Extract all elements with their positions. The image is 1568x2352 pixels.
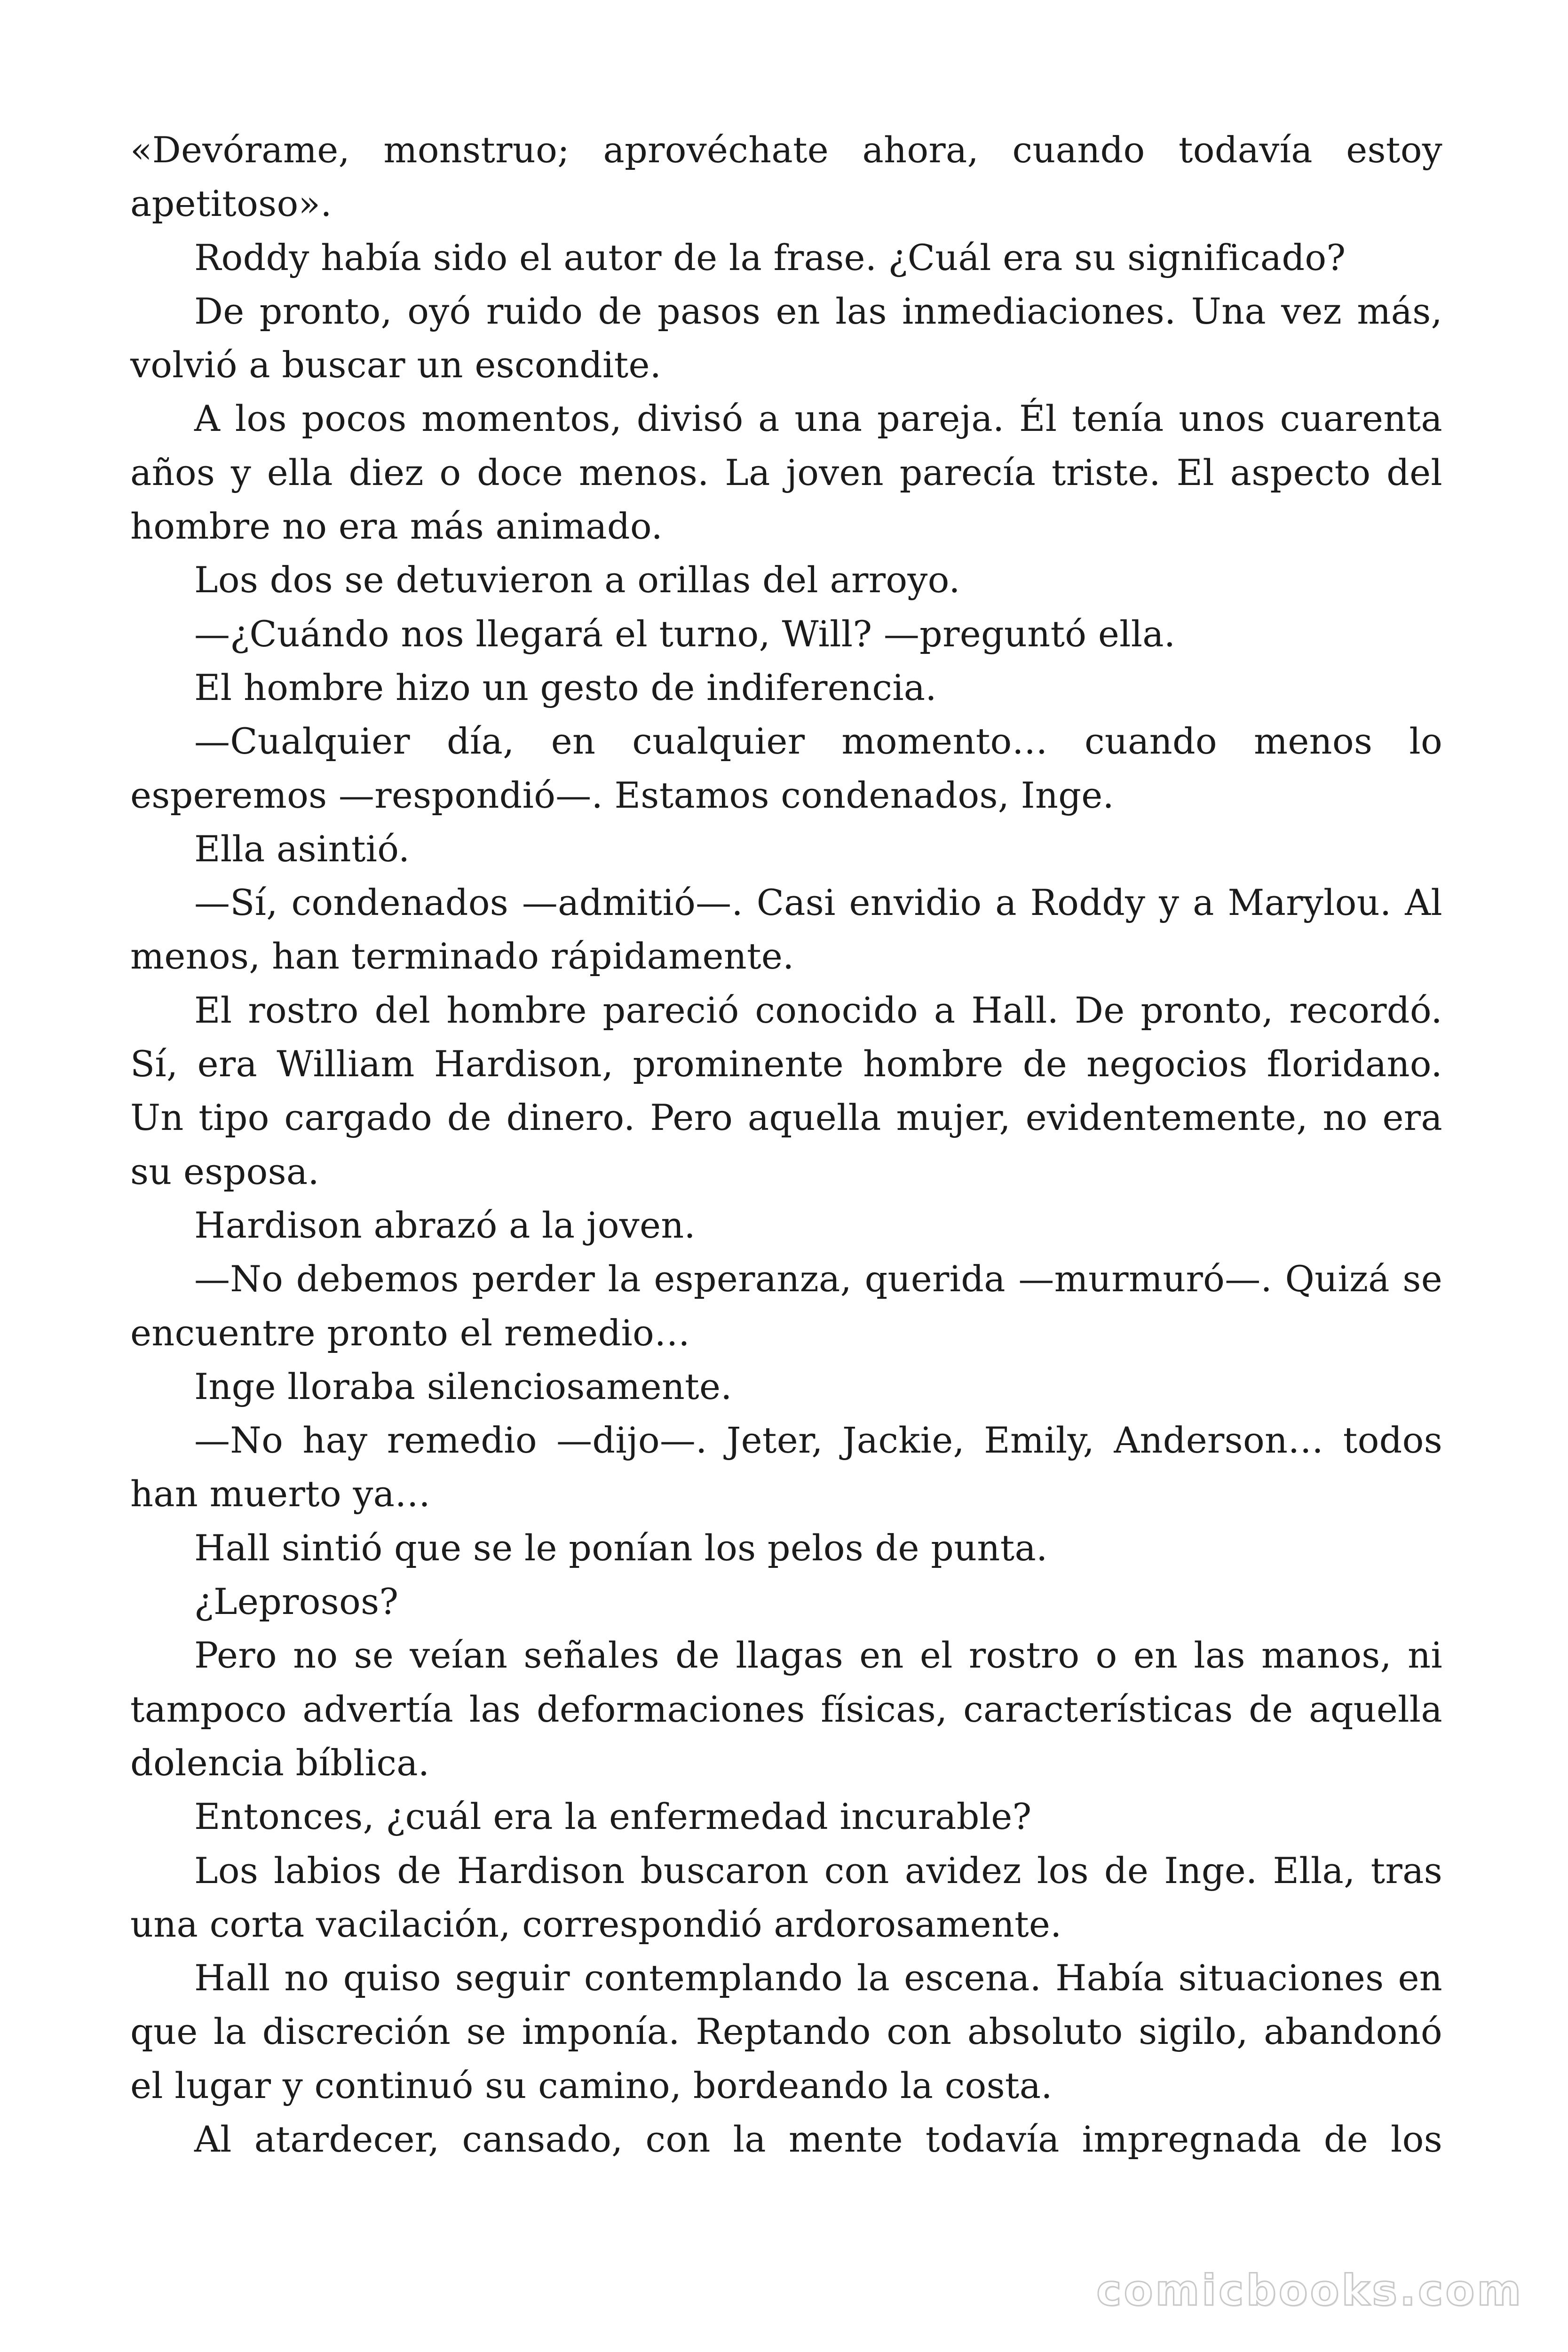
paragraph-18: Pero no se veían señales de llagas en el rostro o en las manos, ni tampoco advertía las deformaciones físicas, características de aquella dolencia bíblica. [130, 1634, 1442, 1784]
paragraph-4: A los pocos momentos, divisó a una pareja. Él tenía unos cuarenta años y ella diez o doce menos. La joven parecía triste. El aspecto del hombre no era más animado. [130, 397, 1442, 548]
paragraph-7: El hombre hizo un gesto de indiferencia. [194, 666, 937, 708]
paragraph-10: —Sí, condenados —admitió—. Casi envidio a Roddy y a Marylou. Al menos, han terminado rápidamente. [130, 882, 1442, 977]
paragraph-8: —Cualquier día, en cualquier momento… cuando menos lo esperemos —respondió—. Estamos condenados, Inge. [130, 720, 1442, 816]
paragraph-14: Inge lloraba silenciosamente. [194, 1365, 732, 1407]
paragraph-1: «Devórame, monstruo; aprovéchate ahora, cuando todavía estoy apetitoso». [130, 129, 1442, 225]
paragraph-15: —No hay remedio —dijo—. Jeter, Jackie, Emily, Anderson… todos han muerto ya… [130, 1419, 1442, 1515]
paragraph-17: ¿Leprosos? [194, 1581, 399, 1623]
paragraph-11: El rostro del hombre pareció conocido a Hall. De pronto, recordó. Sí, era William Hardison, prominente hombre de negocios floridano. Un tipo cargado de dinero. Pero aquella mujer, evidentemente, no era su esposa. [130, 989, 1442, 1192]
paragraph-5: Los dos se detuvieron a orillas del arroyo. [194, 559, 960, 601]
paragraph-12: Hardison abrazó a la joven. [194, 1204, 696, 1246]
watermark: comicbooks.com [1096, 2266, 1523, 2315]
paragraph-6: —¿Cuándo nos llegará el turno, Will? —preguntó ella. [194, 612, 1176, 655]
paragraph-2: Roddy había sido el autor de la frase. ¿Cuál era su significado? [194, 236, 1346, 278]
paragraph-21: Hall no quiso seguir contemplando la escena. Había situaciones en que la discreción se imponía. Reptando con absoluto sigilo, abandonó el lugar y continuó su camino, bordeando la costa. [130, 1957, 1442, 2106]
paragraph-19: Entonces, ¿cuál era la enfermedad incurable? [194, 1796, 1032, 1838]
paragraph-13: —No debemos perder la esperanza, querida —murmuró—. Quizá se encuentre pronto el remedio… [130, 1258, 1442, 1354]
paragraph-9: Ella asintió. [194, 827, 410, 870]
paragraph-20: Los labios de Hardison buscaron con avidez los de Inge. Ella, tras una corta vacilación, correspondió ardorosamente. [130, 1849, 1442, 1945]
paragraph-16: Hall sintió que se le ponían los pelos de punta. [194, 1526, 1048, 1569]
paragraph-22: Al atardecer, cansado, con la mente todavía impregnada de los [194, 2118, 1442, 2160]
paragraph-3: De pronto, oyó ruido de pasos en las inmediaciones. Una vez más, volvió a buscar un escondite. [130, 290, 1442, 386]
page-body-text [130, 123, 1442, 2166]
